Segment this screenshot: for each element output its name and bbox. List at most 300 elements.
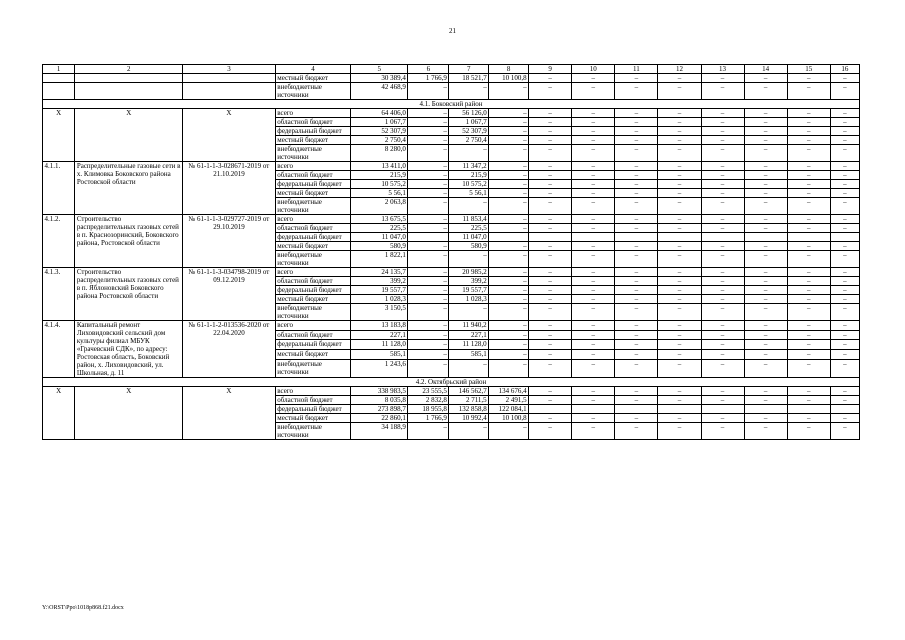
source-label: федеральный бюджет <box>275 286 350 295</box>
value-cell: – <box>489 295 529 304</box>
value-cell: – <box>701 330 744 340</box>
value-cell: – <box>744 330 787 340</box>
value-cell: – <box>529 268 572 277</box>
table-row <box>43 321 860 331</box>
value-cell: – <box>615 162 658 171</box>
value-cell <box>408 233 449 242</box>
value-cell: 1 028,3 <box>351 295 408 304</box>
table-row <box>43 109 860 118</box>
value-cell: 227,1 <box>351 330 408 340</box>
value-cell: – <box>744 423 787 440</box>
budget-table <box>42 64 860 440</box>
value-cell: – <box>408 189 449 198</box>
value-cell <box>572 405 615 414</box>
value-cell: 13 675,5 <box>351 215 408 224</box>
value-cell: – <box>744 414 787 423</box>
value-cell: 146 562,7 <box>449 387 489 396</box>
value-cell: – <box>529 277 572 286</box>
value-cell: – <box>830 321 859 331</box>
value-cell: 1 243,6 <box>351 359 408 377</box>
value-cell <box>615 233 658 242</box>
value-cell: 399,2 <box>351 277 408 286</box>
value-cell: – <box>701 321 744 331</box>
value-cell: – <box>701 350 744 360</box>
value-cell: – <box>408 321 449 331</box>
value-cell: – <box>572 224 615 233</box>
value-cell: 215,9 <box>449 171 489 180</box>
value-cell: 24 135,7 <box>351 268 408 277</box>
value-cell: – <box>701 286 744 295</box>
value-cell <box>787 405 830 414</box>
column-number-row <box>43 65 860 74</box>
value-cell: – <box>830 136 859 145</box>
value-cell: – <box>701 162 744 171</box>
value-cell <box>572 233 615 242</box>
value-cell: – <box>572 286 615 295</box>
value-cell: – <box>615 251 658 268</box>
value-cell: – <box>744 387 787 396</box>
value-cell: – <box>572 330 615 340</box>
source-label: внебюджетные источники <box>275 423 350 440</box>
value-cell: 19 557,7 <box>351 286 408 295</box>
value-cell: – <box>701 136 744 145</box>
value-cell <box>830 233 859 242</box>
value-cell: – <box>572 350 615 360</box>
value-cell: – <box>529 162 572 171</box>
value-cell: – <box>408 268 449 277</box>
value-cell: – <box>572 118 615 127</box>
value-cell: – <box>529 387 572 396</box>
value-cell: – <box>744 268 787 277</box>
item-document: № 61-1-1-3-034798-2019 от 09.12.2019 <box>183 268 276 321</box>
value-cell: – <box>701 198 744 215</box>
value-cell: – <box>449 304 489 321</box>
item-name: Строительство распределительных газовых сетей в п. Краснозоринский, Боковского района, Ростовской области <box>75 215 183 268</box>
source-label: внебюджетные источники <box>275 251 350 268</box>
value-cell: – <box>701 277 744 286</box>
value-cell: – <box>449 359 489 377</box>
column-number: 6 <box>408 65 449 74</box>
value-cell: – <box>529 145 572 162</box>
table-row <box>43 387 860 396</box>
value-cell: 52 307,9 <box>449 127 489 136</box>
value-cell: – <box>615 396 658 405</box>
value-cell: – <box>744 127 787 136</box>
value-cell: – <box>529 118 572 127</box>
source-label: областной бюджет <box>275 277 350 286</box>
value-cell: – <box>615 414 658 423</box>
value-cell: – <box>529 286 572 295</box>
value-cell: – <box>830 340 859 350</box>
column-number: 2 <box>75 65 183 74</box>
value-cell: – <box>744 350 787 360</box>
value-cell: – <box>408 127 449 136</box>
value-cell: – <box>615 350 658 360</box>
value-cell: – <box>615 74 658 83</box>
value-cell: – <box>449 83 489 100</box>
source-label: местный бюджет <box>275 189 350 198</box>
value-cell <box>529 405 572 414</box>
value-cell: – <box>489 340 529 350</box>
value-cell: – <box>572 136 615 145</box>
value-cell: – <box>529 396 572 405</box>
source-label: областной бюджет <box>275 118 350 127</box>
value-cell: – <box>408 340 449 350</box>
value-cell: – <box>489 277 529 286</box>
value-cell: – <box>701 189 744 198</box>
value-cell: – <box>489 251 529 268</box>
value-cell: – <box>529 350 572 360</box>
value-cell: – <box>572 242 615 251</box>
value-cell: – <box>658 414 701 423</box>
value-cell: 134 676,4 <box>489 387 529 396</box>
value-cell: – <box>830 127 859 136</box>
value-cell: 1 067,7 <box>351 118 408 127</box>
value-cell: 11 347,2 <box>449 162 489 171</box>
value-cell: – <box>489 286 529 295</box>
value-cell: – <box>830 145 859 162</box>
value-cell <box>489 233 529 242</box>
value-cell: – <box>572 268 615 277</box>
source-label: федеральный бюджет <box>275 180 350 189</box>
value-cell: 122 084,1 <box>489 405 529 414</box>
value-cell: 227,1 <box>449 330 489 340</box>
value-cell: 8 280,0 <box>351 145 408 162</box>
value-cell: 2 711,5 <box>449 396 489 405</box>
value-cell: – <box>658 109 701 118</box>
value-cell: – <box>830 215 859 224</box>
column-number: 10 <box>572 65 615 74</box>
value-cell: 42 468,9 <box>351 83 408 100</box>
column-number: 7 <box>449 65 489 74</box>
value-cell: – <box>830 277 859 286</box>
value-cell: 585,1 <box>351 350 408 360</box>
value-cell: – <box>830 350 859 360</box>
value-cell: – <box>701 215 744 224</box>
value-cell: – <box>529 215 572 224</box>
value-cell: 215,9 <box>351 171 408 180</box>
value-cell: – <box>572 171 615 180</box>
item-name: Капитальный ремонт Лиховидовский сельский дом культуры филиал МБУК «Грачевский СДК», по адресу: Ростовская область, Боковский район, х. Лиховидовский, ул. Школьная, д. 11 <box>75 321 183 378</box>
value-cell: – <box>830 109 859 118</box>
value-cell: – <box>787 215 830 224</box>
value-cell: – <box>615 321 658 331</box>
value-cell: – <box>830 268 859 277</box>
value-cell: – <box>572 83 615 100</box>
value-cell: – <box>658 387 701 396</box>
file-path-footer: Y:\ORST\Ppo\1018p868.f21.docx <box>42 605 124 611</box>
value-cell: – <box>449 145 489 162</box>
value-cell: – <box>787 359 830 377</box>
value-cell: – <box>787 277 830 286</box>
value-cell: – <box>658 198 701 215</box>
value-cell: – <box>615 127 658 136</box>
value-cell: – <box>830 162 859 171</box>
source-label: всего <box>275 215 350 224</box>
value-cell: – <box>787 189 830 198</box>
value-cell: – <box>408 286 449 295</box>
source-label: федеральный бюджет <box>275 233 350 242</box>
value-cell: 132 858,8 <box>449 405 489 414</box>
value-cell: 2 491,5 <box>489 396 529 405</box>
source-label: федеральный бюджет <box>275 340 350 350</box>
value-cell: – <box>489 215 529 224</box>
value-cell: – <box>787 198 830 215</box>
value-cell: – <box>572 414 615 423</box>
value-cell: – <box>572 277 615 286</box>
source-label: областной бюджет <box>275 224 350 233</box>
value-cell: – <box>408 118 449 127</box>
value-cell: 64 406,0 <box>351 109 408 118</box>
value-cell: – <box>408 136 449 145</box>
value-cell: – <box>830 74 859 83</box>
column-number: 14 <box>744 65 787 74</box>
value-cell: – <box>529 330 572 340</box>
value-cell: – <box>408 350 449 360</box>
value-cell: – <box>701 268 744 277</box>
value-cell: – <box>658 321 701 331</box>
source-label: всего <box>275 162 350 171</box>
value-cell: – <box>489 350 529 360</box>
source-label: внебюджетные источники <box>275 359 350 377</box>
value-cell: – <box>744 295 787 304</box>
value-cell: – <box>830 180 859 189</box>
value-cell: – <box>529 136 572 145</box>
value-cell: – <box>408 242 449 251</box>
value-cell: – <box>744 224 787 233</box>
value-cell: – <box>744 215 787 224</box>
value-cell: – <box>615 304 658 321</box>
value-cell: – <box>615 224 658 233</box>
value-cell <box>787 233 830 242</box>
value-cell: – <box>744 340 787 350</box>
value-cell: – <box>615 189 658 198</box>
value-cell: – <box>744 198 787 215</box>
item-document: № 61-1-1-2-013536-2020 от 22.04.2020 <box>183 321 276 378</box>
value-cell: – <box>658 268 701 277</box>
value-cell: – <box>744 171 787 180</box>
item-number: Х <box>43 109 75 162</box>
value-cell: – <box>408 162 449 171</box>
value-cell: – <box>787 304 830 321</box>
value-cell: – <box>787 268 830 277</box>
value-cell: – <box>658 127 701 136</box>
value-cell: – <box>701 127 744 136</box>
value-cell: – <box>408 423 449 440</box>
value-cell: 2 832,8 <box>408 396 449 405</box>
item-name: Х <box>75 109 183 162</box>
column-number: 4 <box>275 65 350 74</box>
value-cell: – <box>830 330 859 340</box>
value-cell: – <box>658 330 701 340</box>
value-cell: – <box>830 251 859 268</box>
value-cell: – <box>529 304 572 321</box>
section-header-row <box>43 100 860 109</box>
value-cell: – <box>489 423 529 440</box>
source-label: всего <box>275 387 350 396</box>
column-number: 13 <box>701 65 744 74</box>
value-cell: – <box>489 359 529 377</box>
value-cell: – <box>830 224 859 233</box>
value-cell: – <box>449 198 489 215</box>
value-cell: – <box>615 171 658 180</box>
source-label: местный бюджет <box>275 350 350 360</box>
value-cell: 11 047,0 <box>351 233 408 242</box>
value-cell: – <box>408 251 449 268</box>
value-cell: – <box>787 295 830 304</box>
value-cell: – <box>489 171 529 180</box>
item-name: Строительство распределительных газовых сетей в п. Яблоновский Боковского района Ростовской области <box>75 268 183 321</box>
value-cell: 10 100,8 <box>489 74 529 83</box>
source-label: местный бюджет <box>275 136 350 145</box>
value-cell: – <box>744 83 787 100</box>
value-cell: – <box>701 304 744 321</box>
value-cell: – <box>744 74 787 83</box>
value-cell: – <box>744 396 787 405</box>
value-cell: – <box>658 304 701 321</box>
value-cell: 20 985,2 <box>449 268 489 277</box>
value-cell: – <box>744 109 787 118</box>
value-cell: – <box>529 83 572 100</box>
value-cell: – <box>572 340 615 350</box>
value-cell: – <box>529 242 572 251</box>
value-cell <box>701 233 744 242</box>
source-label: внебюджетные источники <box>275 145 350 162</box>
value-cell: 225,5 <box>351 224 408 233</box>
value-cell: – <box>787 321 830 331</box>
empty-cell <box>183 83 276 100</box>
column-number: 16 <box>830 65 859 74</box>
value-cell: – <box>701 340 744 350</box>
value-cell: – <box>787 340 830 350</box>
column-number: 12 <box>658 65 701 74</box>
value-cell: – <box>787 350 830 360</box>
value-cell: – <box>572 423 615 440</box>
value-cell: 11 128,0 <box>351 340 408 350</box>
source-label: местный бюджет <box>275 295 350 304</box>
value-cell: – <box>787 109 830 118</box>
value-cell: – <box>489 83 529 100</box>
item-number: 4.1.3. <box>43 268 75 321</box>
value-cell: – <box>701 251 744 268</box>
value-cell: – <box>658 277 701 286</box>
value-cell: – <box>615 136 658 145</box>
item-name: Распределительные газовые сети в х. Климовка Боковского района Ростовской области <box>75 162 183 215</box>
value-cell: – <box>408 359 449 377</box>
value-cell: – <box>787 162 830 171</box>
value-cell: – <box>658 286 701 295</box>
value-cell: – <box>489 180 529 189</box>
item-name: Х <box>75 387 183 440</box>
value-cell: – <box>658 136 701 145</box>
value-cell: – <box>572 189 615 198</box>
source-label: областной бюджет <box>275 330 350 340</box>
value-cell: – <box>658 396 701 405</box>
source-label: внебюджетные источники <box>275 198 350 215</box>
value-cell: – <box>489 162 529 171</box>
value-cell <box>701 405 744 414</box>
value-cell <box>658 233 701 242</box>
empty-cell <box>75 83 183 100</box>
value-cell: 2 063,8 <box>351 198 408 215</box>
value-cell: – <box>701 118 744 127</box>
value-cell: – <box>615 340 658 350</box>
value-cell: – <box>701 145 744 162</box>
value-cell: 34 188,9 <box>351 423 408 440</box>
value-cell: – <box>572 162 615 171</box>
value-cell: – <box>408 83 449 100</box>
value-cell: 19 557,7 <box>449 286 489 295</box>
value-cell <box>744 233 787 242</box>
value-cell: – <box>744 242 787 251</box>
value-cell: – <box>658 189 701 198</box>
value-cell: – <box>744 162 787 171</box>
value-cell: – <box>744 277 787 286</box>
value-cell: 13 411,0 <box>351 162 408 171</box>
value-cell: – <box>408 215 449 224</box>
value-cell: – <box>787 251 830 268</box>
value-cell: – <box>529 295 572 304</box>
value-cell: – <box>701 224 744 233</box>
value-cell: 18 955,8 <box>408 405 449 414</box>
value-cell <box>830 405 859 414</box>
value-cell: – <box>830 118 859 127</box>
value-cell: – <box>408 198 449 215</box>
value-cell: 10 575,2 <box>351 180 408 189</box>
value-cell: – <box>529 74 572 83</box>
column-number: 9 <box>529 65 572 74</box>
value-cell: 23 555,5 <box>408 387 449 396</box>
value-cell: 11 940,2 <box>449 321 489 331</box>
value-cell: – <box>830 171 859 180</box>
value-cell: – <box>572 321 615 331</box>
value-cell: 273 898,7 <box>351 405 408 414</box>
item-number: Х <box>43 387 75 440</box>
value-cell: – <box>489 189 529 198</box>
value-cell: 10 100,8 <box>489 414 529 423</box>
value-cell: – <box>572 109 615 118</box>
value-cell: – <box>572 180 615 189</box>
value-cell: – <box>787 387 830 396</box>
value-cell: – <box>744 189 787 198</box>
value-cell: 1 822,1 <box>351 251 408 268</box>
value-cell: – <box>658 242 701 251</box>
value-cell: – <box>744 118 787 127</box>
value-cell: – <box>701 387 744 396</box>
value-cell: – <box>658 423 701 440</box>
value-cell: – <box>787 171 830 180</box>
value-cell: – <box>615 242 658 251</box>
value-cell: – <box>787 330 830 340</box>
value-cell: – <box>744 359 787 377</box>
value-cell: – <box>787 118 830 127</box>
column-number: 8 <box>489 65 529 74</box>
value-cell: – <box>615 215 658 224</box>
carry-row <box>43 83 860 100</box>
value-cell: – <box>489 118 529 127</box>
value-cell: – <box>744 304 787 321</box>
value-cell: – <box>489 198 529 215</box>
value-cell: – <box>615 83 658 100</box>
value-cell: – <box>489 304 529 321</box>
column-number: 11 <box>615 65 658 74</box>
item-number: 4.1.4. <box>43 321 75 378</box>
value-cell: – <box>744 145 787 162</box>
value-cell: – <box>615 423 658 440</box>
value-cell: 1 028,3 <box>449 295 489 304</box>
value-cell: 8 035,8 <box>351 396 408 405</box>
value-cell: – <box>615 198 658 215</box>
